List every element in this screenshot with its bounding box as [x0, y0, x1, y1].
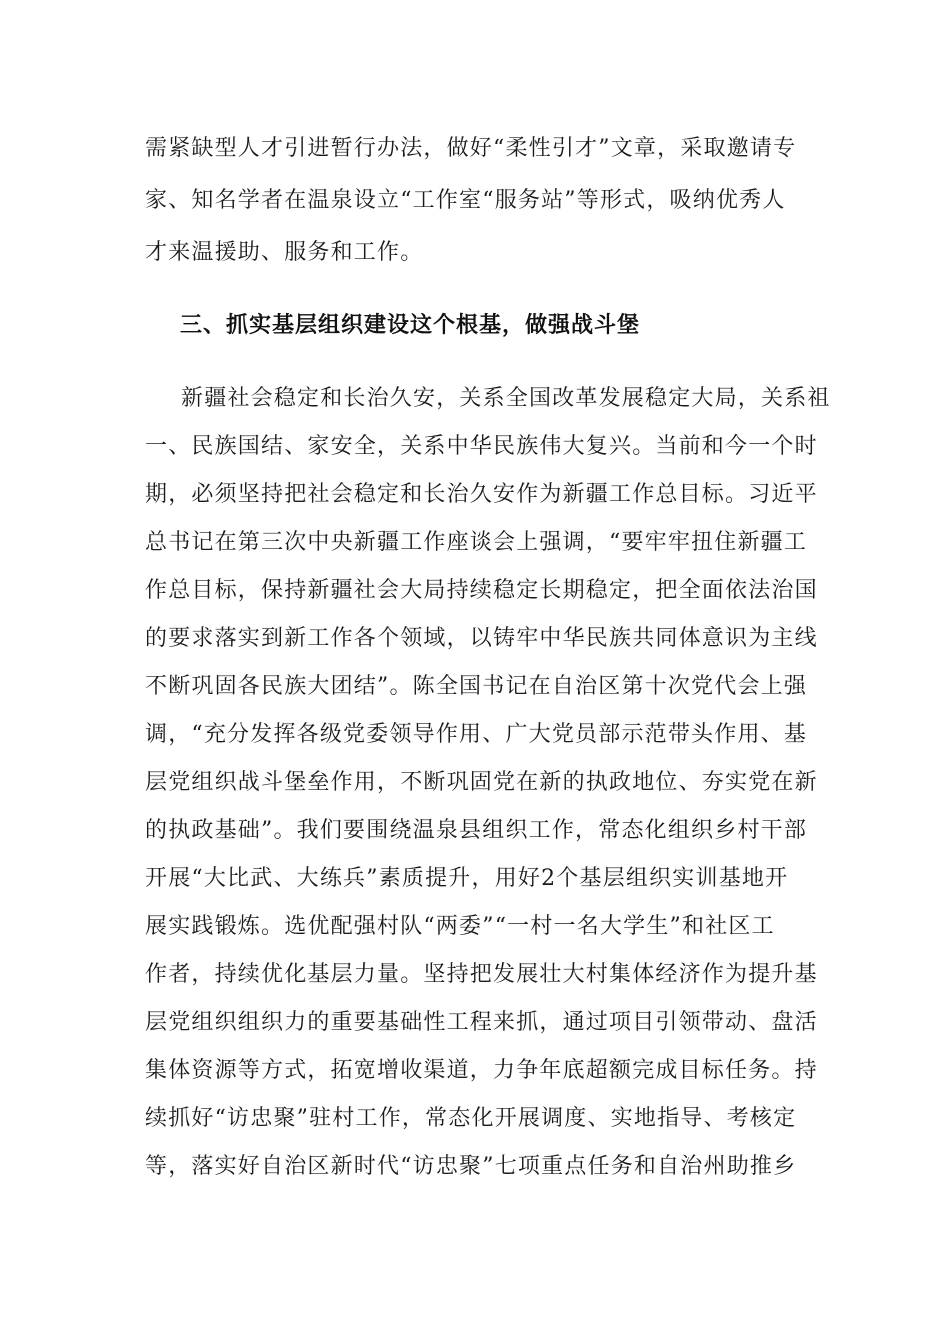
- text-line: 不断巩固各民族大团结”。陈全国书记在自治区第十次党代会上强: [145, 674, 808, 699]
- text-line: 集体资源等方式，拓宽增收渠道，力争年底超额完成目标任务。持: [145, 1058, 818, 1083]
- text-line: 等，落实好自治区新时代“访忠聚”七项重点任务和自治州助推乡: [145, 1154, 797, 1179]
- text-line: 作者，持续优化基层力量。坚持把发展壮大村集体经济作为提升基: [145, 962, 818, 987]
- text-line: 展实践锻炼。选优配强村队“两委”“一村一名大学生”和社区工: [145, 914, 775, 939]
- text-line: 续抓好“访忠聚”驻村工作，常态化开展调度、实地指导、考核定: [145, 1106, 797, 1131]
- text-line: 作总目标，保持新疆社会大局持续稳定长期稳定，把全面依法治国: [145, 578, 818, 603]
- text-line: 的要求落实到新工作各个领域，以铸牢中华民族共同体意识为主线: [145, 626, 818, 651]
- text-line: 层党组织战斗堡垒作用，不断巩固党在新的执政地位、夯实党在新: [145, 770, 818, 795]
- text-line: 开展“大比武、大练兵”素质提升，用好2个基层组织实训基地开: [145, 866, 789, 891]
- text-line: 总书记在第三次中央新疆工作座谈会上强调，“要牢牢扭住新疆工: [145, 530, 808, 555]
- text-line: 一、民族国结、家安全，关系中华民族伟大复兴。当前和今一个时: [145, 434, 818, 459]
- text-line: 家、知名学者在温泉设立“工作室“服务站”等形式，吸纳优秀人: [145, 188, 786, 213]
- text-line: 新疆社会稳定和长治久安，关系全国改革发展稳定大局，关系祖: [181, 386, 831, 411]
- text-line: 需紧缺型人才引进暂行办法，做好“柔性引才”文章，采取邀请专: [145, 136, 797, 161]
- text-line: 期，必须坚持把社会稳定和长治久安作为新疆工作总目标。习近平: [145, 482, 818, 507]
- section-heading: 三、抓实基层组织建设这个根基，做强战斗堡: [180, 313, 641, 338]
- text-line: 调，“充分发挥各级党委领导作用、广大党员部示范带头作用、基: [145, 722, 808, 747]
- text-line: 的执政基础”。我们要围绕温泉县组织工作，常态化组织乡村干部: [145, 818, 808, 843]
- text-line: 才来温援助、服务和工作。: [145, 240, 424, 265]
- text-line: 层党组织组织力的重要基础性工程来抓，通过项目引领带动、盘活: [145, 1010, 818, 1035]
